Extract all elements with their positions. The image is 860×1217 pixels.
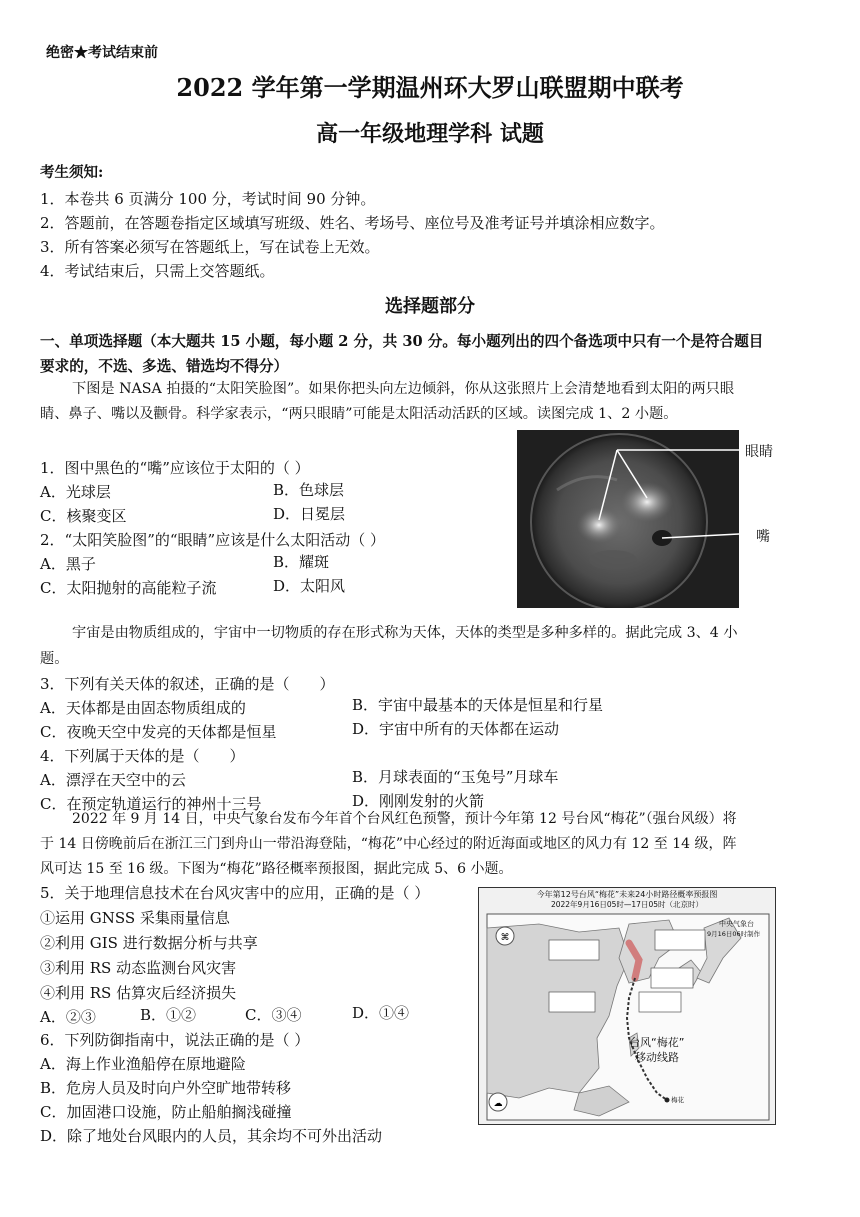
question-stem: 4．下列属于天体的是（ ） — [40, 747, 245, 765]
option-d: D．日冕层 — [273, 505, 346, 523]
option-b: B．①② — [140, 1006, 197, 1024]
option-c: C．③④ — [245, 1006, 302, 1024]
statement-item: ②利用 GIS 进行数据分析与共享 — [40, 934, 258, 952]
notice-item: 1．本卷共 6 页满分 100 分，考试时间 90 分钟。 — [40, 190, 376, 208]
eyes-label: 眼睛 — [745, 444, 773, 460]
route-label: 台风“梅花” — [629, 1036, 685, 1049]
option-c: C．在预定轨道运行的神州十三号 — [40, 795, 262, 813]
option-c: C．加固港口设施，防止船舶搁浅碰撞 — [40, 1103, 292, 1121]
option-d: D．①④ — [352, 1004, 410, 1022]
passage-text: 2022 年 9 月 14 日，中央气象台发布今年首个台风红色预警，预计今年第 12 号台风“梅花”（强台风级）将 — [72, 811, 737, 827]
notice-item: 2．答题前，在答题卷指定区域填写班级、姓名、考场号、座位号及准考证号并填涂相应数字。 — [40, 214, 665, 232]
statement-item: ①运用 GNSS 采集雨量信息 — [40, 909, 230, 927]
option-d: D．除了地处台风眼内的人员，其余均不可外出活动 — [40, 1127, 383, 1145]
option-d: D．宇宙中所有的天体都在运动 — [352, 720, 560, 738]
option-b: B．色球层 — [273, 481, 345, 499]
option-b: B．月球表面的“玉兔号”月球车 — [352, 768, 559, 786]
statement-item: ④利用 RS 估算灾后经济损失 — [40, 984, 237, 1002]
question-stem: 2．“太阳笑脸图”的“眼睛”应该是什么太阳活动（ ） — [40, 531, 385, 549]
passage-text: 下图是 NASA 拍摄的“太阳笑脸图”。如果你把头向左边倾斜，你从这张照片上会清楚地看到太阳的两只眼 — [72, 381, 735, 397]
question-stem: 6．下列防御指南中，说法正确的是（ ） — [40, 1031, 310, 1049]
option-a: A．漂浮在天空中的云 — [40, 771, 186, 789]
sun-smile-figure — [517, 430, 739, 608]
option-b: B．危房人员及时向户外空旷地带转移 — [40, 1079, 292, 1097]
part1-heading: 一、单项选择题（本大题共 15 小题，每小题 2 分，共 30 分。每小题列出的四个备选项中只有一个是符合题目 — [40, 333, 764, 350]
passage-text: 题。 — [40, 651, 69, 667]
section-title: 选择题部分 — [385, 296, 475, 317]
option-b: B．宇宙中最基本的天体是恒星和行星 — [352, 696, 604, 714]
statement-item: ③利用 RS 动态监测台风灾害 — [40, 959, 237, 977]
secret-mark: 绝密★考试结束前 — [46, 45, 158, 61]
notice-heading: 考生须知: — [40, 164, 104, 181]
route-label: 移动线路 — [635, 1051, 679, 1064]
map-time: 2022年9月16日05时—17日05时（北京时） — [550, 900, 704, 909]
option-a: A．黑子 — [40, 555, 96, 573]
passage-text: 宇宙是由物质组成的，宇宙中一切物质的存在形式称为天体，天体的类型是多种多样的。据此完成 3、4 小 — [72, 625, 738, 641]
option-a: A．②③ — [40, 1008, 96, 1026]
passage-text: 睛、鼻子、嘴以及颧骨。科学家表示，“两只眼睛”可能是太阳活动活跃的区域。读图完成 1、2 小题。 — [40, 406, 678, 422]
question-stem: 5．关于地理信息技术在台风灾害中的应用，正确的是（ ） — [40, 884, 430, 902]
option-a: A．海上作业渔船停在原地避险 — [40, 1055, 246, 1073]
part1-heading: 要求的，不选、多选、错选均不得分） — [40, 358, 289, 375]
option-c: C．太阳抛射的高能粒子流 — [40, 579, 217, 597]
option-c: C．核聚变区 — [40, 507, 127, 525]
mouth-label: 嘴 — [756, 529, 770, 545]
passage-text: 于 14 日傍晚前后在浙江三门到舟山一带沿海登陆，“梅花”中心经过的附近海面或地区的风力有 12 至 14 级，阵 — [40, 836, 737, 852]
question-stem: 3．下列有关天体的叙述，正确的是（ ） — [40, 675, 335, 693]
svg-text:⌘: ⌘ — [500, 933, 510, 943]
passage-text: 风可达 15 至 16 级。下图为“梅花”路径概率预报图，据此完成 5、6 小题。 — [40, 861, 513, 877]
notice-item: 3．所有答案必须写在答题纸上，写在试卷上无效。 — [40, 238, 380, 256]
typhoon-route-map — [478, 887, 776, 1125]
question-stem: 1．图中黑色的“嘴”应该位于太阳的（ ） — [40, 459, 310, 477]
map-issuer: 中央气象台 — [719, 920, 754, 928]
option-d: D．刚刚发射的火箭 — [352, 792, 485, 810]
map-title: 今年第12号台风“梅花”未来24小时路径概率预报图 — [536, 890, 718, 899]
map-issue-time: 9月16日06时制作 — [707, 930, 761, 938]
option-c: C．夜晚天空中发亮的天体都是恒星 — [40, 723, 277, 741]
option-b: B．耀斑 — [273, 553, 330, 571]
exam-subtitle: 高一年级地理学科 试题 — [316, 121, 544, 147]
exam-title: 2022 学年第一学期温州环大罗山联盟期中联考 — [176, 73, 684, 102]
svg-text:☁: ☁ — [493, 1099, 503, 1109]
option-d: D．太阳风 — [273, 577, 346, 595]
option-a: A．天体都是由固态物质组成的 — [40, 699, 246, 717]
notice-item: 4．考试结束后，只需上交答题纸。 — [40, 262, 275, 280]
option-a: A．光球层 — [40, 483, 111, 501]
typhoon-start-label: 梅花 — [671, 1096, 684, 1104]
